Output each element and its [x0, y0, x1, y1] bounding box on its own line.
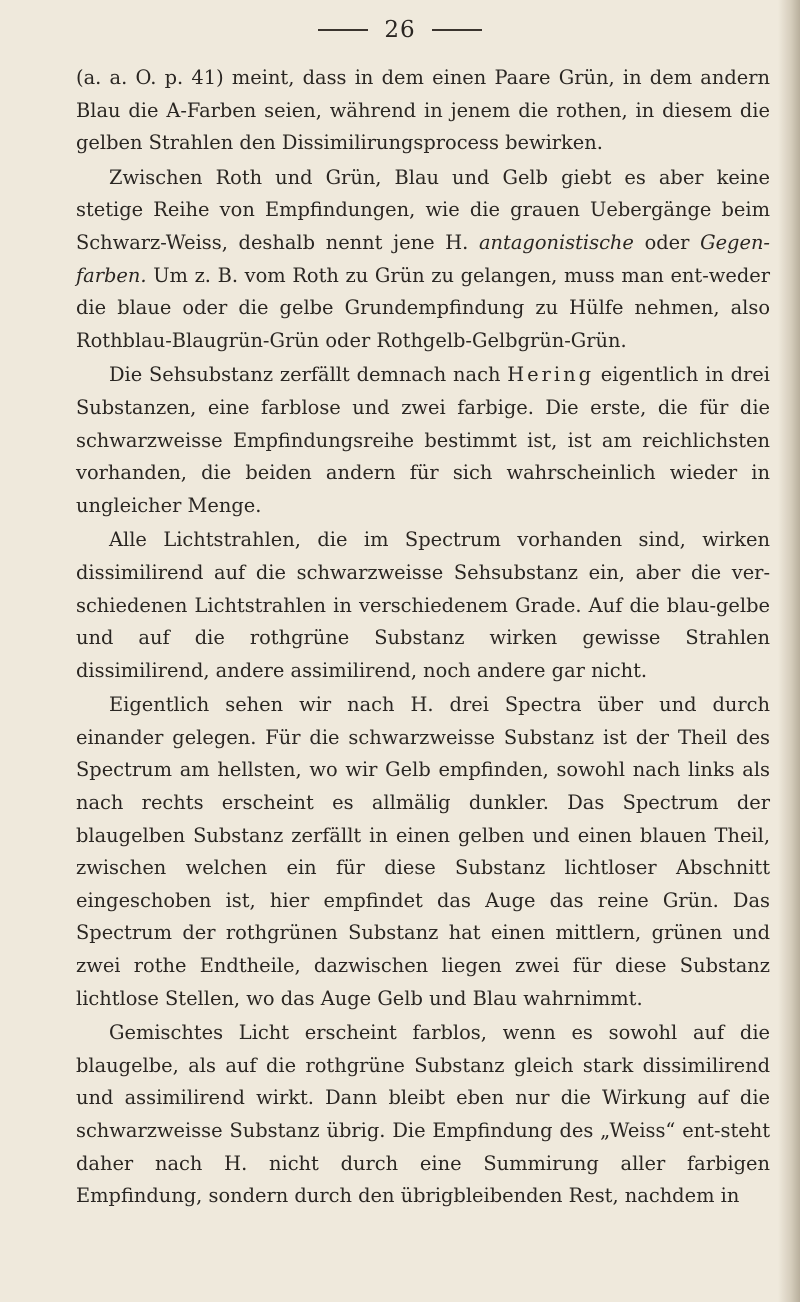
paragraph-6: Gemischtes Licht erscheint farblos, wenn es sowohl auf die blaugelbe, als auf die rothgrüne Substanz gleich stark dissimilirend und assimilirend wirkt. Dann bleibt eben nur die Wirkung auf die schwarzweisse Substanz übrig. Die Empfindung des „Weiss“ ent-steht daher nach H. nicht durch eine Summirung aller farbigen Empfindung, sondern durch den übrigbleibenden Rest, nachdem in	[76, 1021, 770, 1208]
paragraph-3-part-2: eigentlich in drei Substanzen, eine farblose und zwei farbige. Die erste, die für die schwarzweisse Empfindungsreihe bestimmt ist, ist am reichlichsten vorhanden, die beiden andern für sich wahrscheinlich wieder in ungleicher Menge.	[76, 363, 770, 517]
term-antagonistische: antagonistische	[479, 230, 634, 254]
author-name-hering: Hering	[507, 363, 594, 387]
paragraph-1: (a. a. O. p. 41) meint, dass in dem einen Paare Grün, in dem andern Blau die A-Farben seien, während in jenem die rothen, in diesem die gelben Strahlen den Dissimilirungsprocess bewirken.	[76, 66, 770, 155]
paragraph-5: Eigentlich sehen wir nach H. drei Spectra über und durch einander gelegen. Für die schwarzweisse Substanz ist der Theil des Spectrum am hellsten, wo wir Gelb empfinden, sowohl nach links als nach rechts erscheint es allmälig dunkler. Das Spectrum der blaugelben Substanz zerfällt in einen gelben und einen blauen Theil, zwischen welchen ein für diese Substanz lichtloser Abschnitt eingeschoben ist, hier empfindet das Auge das reine Grün. Das Spectrum der rothgrünen Substanz hat einen mittlern, grünen und zwei rothe Endtheile, dazwischen liegen zwei für diese Substanz lichtlose Stellen, wo das Auge Gelb und Blau wahrnimmt.	[76, 693, 770, 1010]
paragraph-2-part-2: oder	[633, 230, 701, 254]
page-header	[0, 8, 800, 52]
term-gegenfarben: Gegen-farben.	[76, 230, 770, 287]
paragraph-2	[76, 162, 770, 358]
paragraph-2-part-1: Zwischen Roth und Grün, Blau und Gelb giebt es aber keine stetige Reihe von Empfindungen, wie die grauen Uebergänge beim Schwarz-Weiss, deshalb nennt jene H.	[76, 165, 770, 254]
header-rule-left	[318, 29, 368, 31]
page-edge-shadow	[778, 0, 800, 1302]
paragraph-2-part-3: Um z. B. vom Roth zu Grün zu gelangen, muss man ent-weder die blaue oder die gelbe Grundempfindung zu Hülfe nehmen, also Rothblau-Blaugrün-Grün oder Rothgelb-Gelbgrün-Grün.	[76, 263, 770, 352]
paragraph-4: Alle Lichtstrahlen, die im Spectrum vorhanden sind, wirken dissimilirend auf die schwarzweisse Sehsubstanz ein, aber die ver-schiedenen Lichtstrahlen in verschiedenem Grade. Auf die blau-gelbe und auf die rothgrüne Substanz wirken gewisse Strahlen dissimilirend, andere assimilirend, noch andere gar nicht.	[76, 528, 770, 682]
header-rule-right	[432, 29, 482, 31]
paragraph-3	[76, 359, 770, 522]
body-text	[76, 62, 770, 1213]
paragraph-3-part-1: Die Sehsubstanz zerfällt demnach nach	[109, 363, 508, 387]
page-number: 26	[384, 17, 416, 43]
